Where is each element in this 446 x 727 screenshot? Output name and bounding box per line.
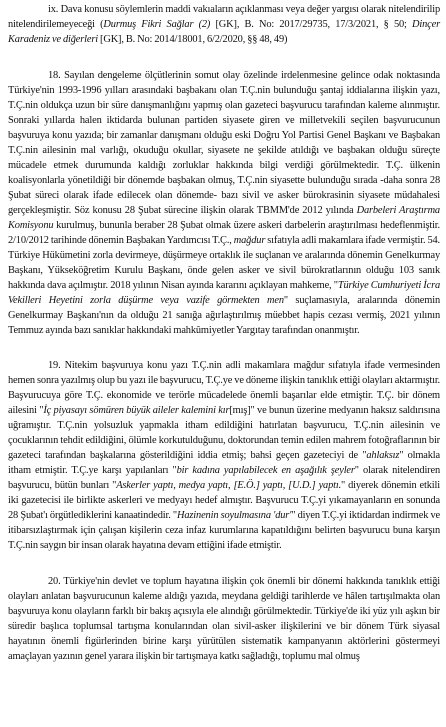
segment: 20. Türkiye'nin devlet ve toplum hayatına ilişkin çok önemli bir dönemi hakkında tanıklık ettiği olayları anlatan başvurucunun kaleme aldığı yazıda, meydana geldiği tarihlerde ve hâlen tartışılmakta olan başvuruya konu olayların farklı bir bakış açısıyla ele alındığı görülmektedir. Türkiye'de iki yüz yılı aşkın bir süredir başlıca toplumsal tartışma konularından olan sivil-asker ilişkilerini ve bir dönem Türk siyasal hayatının önemli figürlerinden birine karşı yürütülen sistematik kampanyanın aktörlerini göstermeyi amaçlayan yazının genel yarara ilişkin bir tartışmaya katkı sağladığı, toplumu mal olmuş bbox=[8, 576, 440, 662]
paragraph-20 bbox=[8, 574, 440, 664]
segment: " diyen T.Ç.yi iktidardan indirmek ve itibarsızlaştırmak için çalışan kişilerin ceza infaz kurumlarına kapatıldığını belirten başvurucu buna karşın T.Ç.nin saygın bir insan olarak hayatına devam ettiğini ifade etmiştir. bbox=[8, 510, 440, 551]
paragraph-18 bbox=[8, 68, 440, 338]
segment: Durmuş Fikri Sağlar (2) bbox=[103, 19, 211, 30]
segment: ahlaksız bbox=[366, 450, 400, 461]
segment: 18. Sayılan dengeleme ölçütlerinin somut olay özelinde irdelenmesine gelince odak noktasında Türkiye'nin 1993-1996 yılları arasındaki başbakanı olan T.Ç.nin bulunduğu şantaj iddialarına ilişkin yazı, T.Ç.nin oldukça uzun bir süre danışmanlığını yapmış olan gazeteci başvurucu tarafından kaleme alınmıştır. Sonraki yıllarda halen iktidarda bulunan partiden siyasete giren ve milletvekili seçilen başvurucunun başvuruya konu yazıda; bir zamanlar danışmanı olduğu eski Doğru Yol Partisi Genel Başkanı ve Başbakan T.Ç.nin ailesinin mal varlığı, okuduğu okullar, siyasete ne şekilde atıldığı ve başbakan olduğu süreçte mücadele etmek durumunda kaldığı zorluklar hakkında bilgi verdiği görülmektedir. T.Ç. ülkenin koalisyonlarla yönetildiği bir dönemde başbakan olmuş, T.Ç.nin siyasette bulunduğu sırada -daha sonra 28 Şubat süreci olarak ifade edilecek olan dönemde- bazı sivil ve asker bürokrasinin siyasete müdahalesi gerçekleşmiştir. Söz konusu 28 Şubat sürecine ilişkin olarak TBMM'de 2012 yılında bbox=[8, 70, 440, 216]
segment: ix. Dava konusu söylemlerin maddi vakıaların açıklanması veya değer yargısı olarak nitelendirilip nitelendirilemeyeceği ( bbox=[8, 4, 440, 30]
segment: İç piyasayı sömüren büyük aileler kalemini kır bbox=[43, 405, 230, 416]
paragraph-ix bbox=[8, 2, 440, 47]
segment: " suçlamasıyla, aralarında dönemin Genelkurmay Başkanı'nın da olduğu 21 sanığa ağırlaştırılmış müebbet hapis cezası vermiş, 2021 yılının Temmuz ayında bazı sanıklar hakkındaki mahkûmiyetler Yargıtay tarafından onanmıştır. bbox=[8, 295, 440, 336]
segment: sıfatıyla adli makamlara ifade vermiştir. 54. Türkiye Hükümetini zorla devirmeye, düşürmeye ortaklık ile suçlanan ve aralarında dönemin Genelkurmay Başkanı, Yükseköğretim Kurulu Başkanı, önde gelen asker ve sivil bürokratlarının olduğu 103 sanık hakkında dava açılmıştır. 2018 yılının Nisan ayında kararını açıklayan mahkeme, " bbox=[8, 235, 441, 291]
segment: Hazinenin soyulmasına 'dur' bbox=[177, 510, 292, 521]
segment: [GK], B. No: 2014/18001, 6/2/2020, §§ 48, 49) bbox=[97, 34, 288, 45]
paragraph-19 bbox=[8, 358, 440, 553]
segment: " olmakla itham etmiştir. T.Ç.ye karşı yapılanları " bbox=[8, 450, 441, 476]
segment: 19. Nitekim başvuruya konu yazı T.Ç.nin adli makamlara mağdur sıfatıyla ifade vermesinden hemen sonra yazılmış olup bu yazı ile başvurucu, T.Ç.ye ve döneme ilişkin tanıklık ettiği olayları aktarmıştır. Başvurucuya göre T.Ç. ekonomide ve terörle mücadelede önemli başarılar elde etmiştir. T.Ç. bir dönem ailesini " bbox=[8, 360, 440, 416]
segment: " olarak nitelendiren başvurucu, bütün bunları " bbox=[8, 465, 440, 491]
segment: [mış]" ve bunun üzerine medyanın haksız saldırısına uğramıştır. T.Ç.nin yolsuzluk yapmakla itham edildiğini hatırlatan başvurucu, T.Ç.nin ailesinin ve çocuklarının tehdit edildiğini, ölümle korkutulduğunu, doktorundan temin edilen mahrem fotoğraflarının bir gazeteci tarafından başkalarına gösterildiğini iddia etmiş; bahsi geçen gazeteciyi de " bbox=[8, 405, 440, 461]
segment: kurulmuş, bununla beraber 28 Şubat olmak üzere askeri darbelerin araştırılması hedeflenmiştir. 2/10/2012 tarihinde dönemin Başbakan Yardımcısı T.Ç., bbox=[8, 220, 440, 246]
segment: Darbeleri Araştırma Komisyonu bbox=[8, 205, 440, 231]
segment: Dinçer Karadeniz ve diğerleri bbox=[8, 19, 441, 45]
segment: Askerler yaptı, medya yaptı, [E.Ö.] yaptı, [U.D.] yaptı. bbox=[116, 480, 342, 491]
segment: [GK], B. No: 2017/29735, 17/3/2021, § 50; bbox=[210, 19, 413, 30]
segment: Türkiye Cumhuriyeti İcra Vekilleri Heyetini zorla düşürme veya vazife görmekten men bbox=[8, 280, 441, 306]
segment: " diyerek dönemin etkili iki gazetecisi ile birlikte askerleri ve medyayı hedef almıştır. Başvurucu T.Ç.yi yıkamayanların en sonunda 28 Şubat'ı örgütlediklerini kanaatindedir. " bbox=[8, 480, 440, 521]
segment: mağdur bbox=[233, 235, 266, 246]
segment: bir kadına yapılabilecek en aşağılık şeyler bbox=[176, 465, 355, 476]
